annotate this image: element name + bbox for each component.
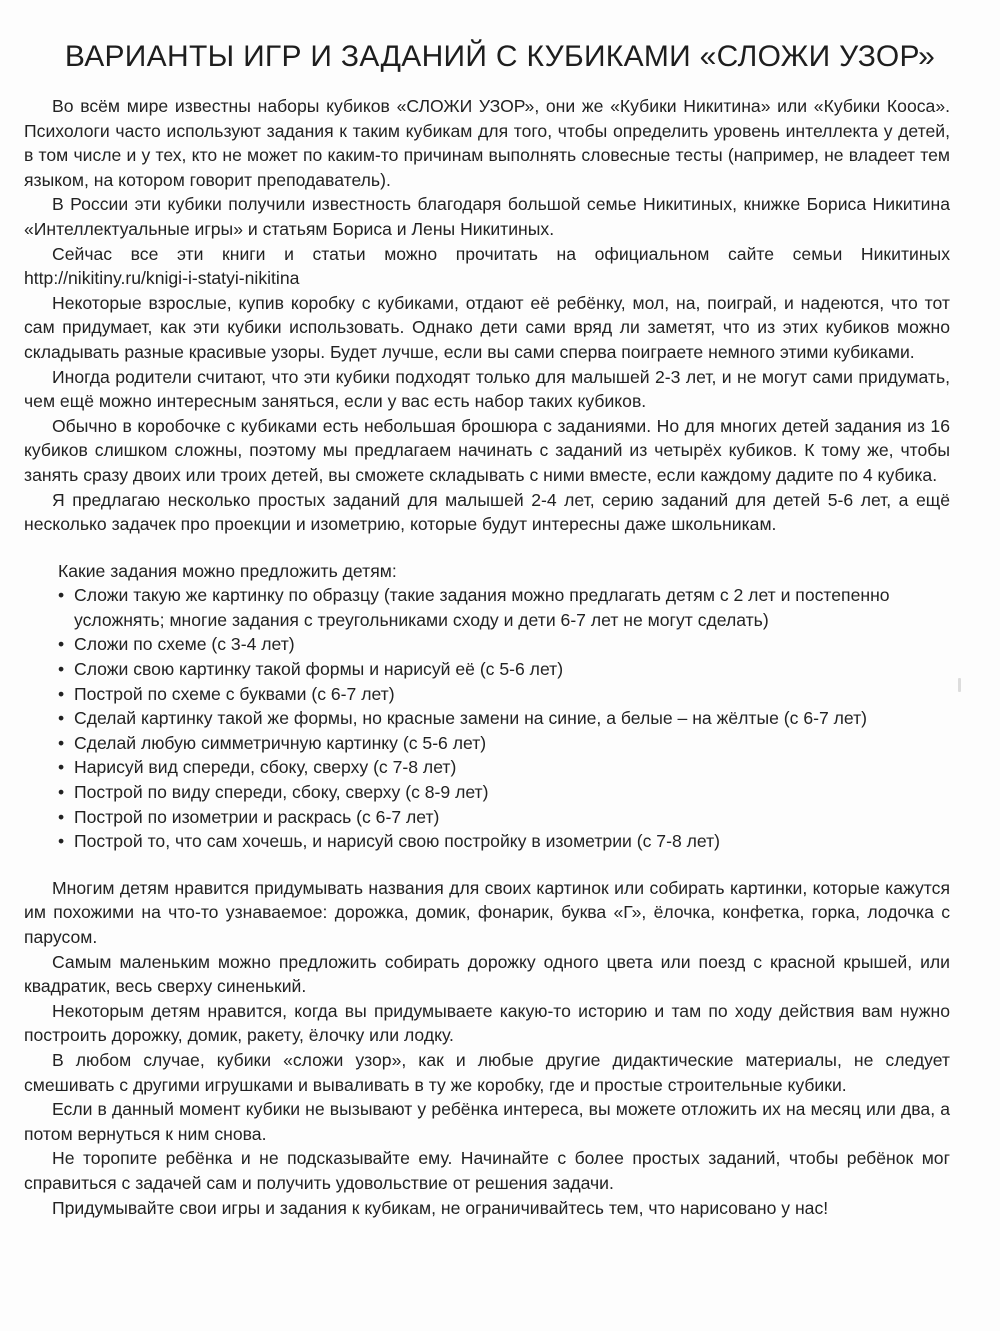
task-list-item: • Сложи свою картинку такой формы и нарисуй её (с 5-6 лет): [58, 657, 950, 682]
paragraph: В любом случае, кубики «сложи узор», как и любые другие дидактические материалы, не следует смешивать с другими игрушками и вываливать в ту же коробку, где и простые строительные кубики.: [24, 1049, 950, 1095]
article-body: [24, 94, 950, 1220]
task-list-item: • Построй по изометрии и раскрась (с 6-7 лет): [58, 805, 950, 830]
task-list: [58, 583, 950, 854]
paragraph: Многим детям нравится придумывать названия для своих картинок или собирать картинки, которые кажутся им похожими на что-то узнаваемое: дорожка, домик, фонарик, буква «Г», ёлочка, конфетка, горка, лодочка с парусом.: [24, 877, 950, 947]
paragraph: Не торопите ребёнка и не подсказывайте ему. Начинайте с более простых заданий, чтобы ребёнок мог справиться с задачей сам и получить удовольствие от решения задачи.: [24, 1148, 950, 1193]
task-list-item: • Сделай любую симметричную картинку (с 5-6 лет): [58, 731, 950, 756]
paragraph: Некоторые взрослые, купив коробку с кубиками, отдают её ребёнку, мол, на, поиграй, и надеются, что тот сам придумает, как эти кубики использовать. Однако дети сами вряд ли заметят, что из этих кубиков можно складывать разные красивые узоры. Будет лучше, если вы сами сперва поиграете немного этими кубиками.: [24, 292, 950, 362]
page-title: ВАРИАНТЫ ИГР И ЗАДАНИЙ С КУБИКАМИ «СЛОЖИ УЗОР»: [64, 40, 936, 73]
task-list-item: • Построй по схеме с буквами (с 6-7 лет): [58, 682, 950, 707]
paragraph: Обычно в коробочке с кубиками есть небольшая брошюра с заданиями. Но для многих детей задания из 16 кубиков слишком сложны, поэтому мы предлагаем начинать с заданий из четырёх кубиков. К тому же, чтобы занять сразу двоих или троих детей, вы сможете складывать с ними вместе, если каждому дадите по 4 кубика.: [24, 415, 950, 485]
task-list-item: • Сложи по схеме (с 3-4 лет): [58, 632, 950, 657]
scan-artifact: [958, 678, 961, 692]
paragraph: В России эти кубики получили известность благодаря большой семье Никитиных, книжке Бориса Никитина «Интеллектуальные игры» и статьям Бориса и Лены Никитиных.: [24, 194, 950, 239]
paragraph: Самым маленьким можно предложить собирать дорожку одного цвета или поезд с красной крышей, или квадратик, весь сверху синенький.: [24, 951, 950, 997]
paragraph: Некоторым детям нравится, когда вы придумываете какую-то историю и там по ходу действия вам нужно построить дорожку, домик, ракету, ёлочку или лодку.: [24, 1000, 950, 1046]
paragraph: Если в данный момент кубики не вызывают у ребёнка интереса, вы можете отложить их на месяц или два, а потом вернуться к ним снова.: [24, 1099, 950, 1144]
task-list-item: • Сделай картинку такой же формы, но красные замени на синие, а белые – на жёлтые (с 6-7 лет): [58, 706, 950, 731]
paragraph: Во всём мире известны наборы кубиков «СЛОЖИ УЗОР», они же «Кубики Никитина» или «Кубики Кооса». Психологи часто используют задания к таким кубикам для того, чтобы определить уровень интеллекта у детей, в том числе и у тех, кто не может по каким-то причинам выполнять словесные тесты (например, не владеет тем языком, на котором говорит преподаватель).: [24, 96, 950, 190]
closing-paragraph: Придумывайте свои игры и задания к кубикам, не ограничивайтесь тем, что нарисовано у нас!: [52, 1197, 829, 1218]
task-list-heading: Какие задания можно предложить детям:: [58, 560, 397, 581]
paragraph: Иногда родители считают, что эти кубики подходят только для малышей 2-3 лет, и не могут сами придумать, чем ещё можно интересным заняться, если у вас есть набор таких кубиков.: [24, 366, 950, 412]
task-list-item: • Нарисуй вид спереди, сбоку, сверху (с 7-8 лет): [58, 755, 950, 780]
section-spacer: [24, 854, 950, 876]
task-list-item: • Построй то, что сам хочешь, и нарисуй свою постройку в изометрии (с 7-8 лет): [58, 829, 950, 854]
task-list-section: [58, 559, 950, 854]
task-list-item: • Построй по виду спереди, сбоку, сверху (с 8-9 лет): [58, 780, 950, 805]
paragraph: Я предлагаю несколько простых заданий для малышей 2-4 лет, серию заданий для детей 5-6 лет, а ещё несколько задачек про проекции и изометрию, которые будут интересны даже школьникам.: [24, 489, 950, 535]
task-list-item: • Сложи такую же картинку по образцу (такие задания можно предлагать детям с 2 лет и постепенно усложнять; многие задания с треугольниками сходу и дети 6-7 лет не могут сделать): [58, 583, 950, 632]
paragraph-with-link: Сейчас все эти книги и статьи можно прочитать на официальном сайте семьи Никитиных http://nikitiny.ru/knigi-i-statyi-nikitina: [24, 243, 950, 289]
